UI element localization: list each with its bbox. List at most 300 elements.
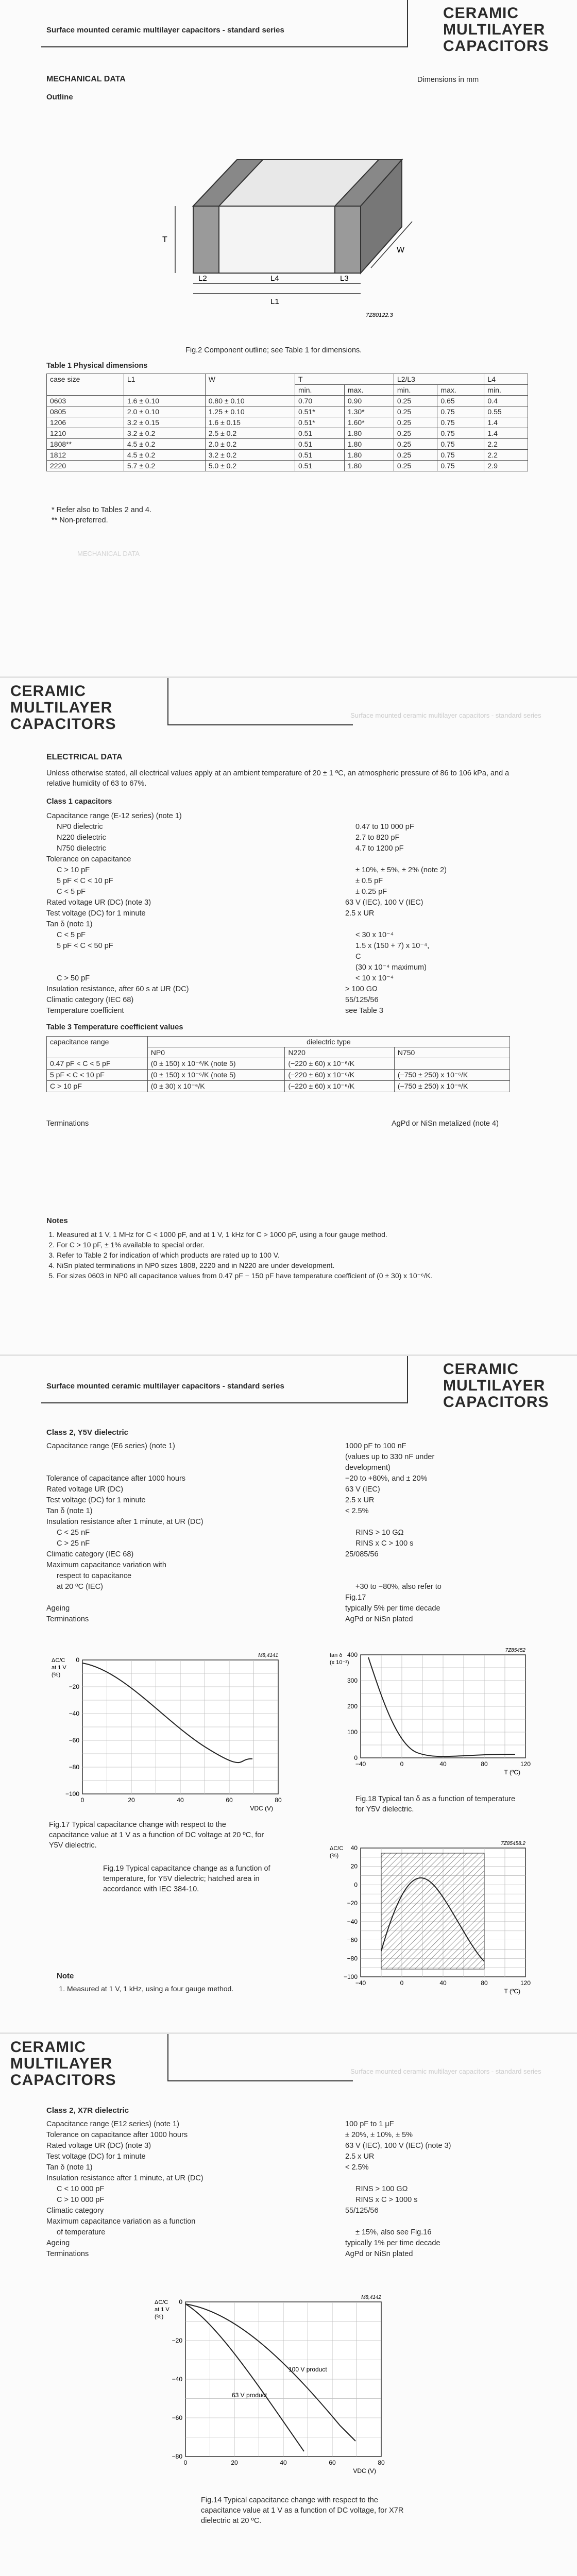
table-cell: 0.25 <box>394 450 437 461</box>
note-item: 3. Refer to Table 2 for indication of which products are rated up to 100 V. <box>57 1250 541 1260</box>
col-t: T <box>295 374 394 385</box>
property-row <box>46 1484 562 1495</box>
table-cell: 4.5 ± 0.2 <box>124 450 205 461</box>
fig14-caption: Fig.14 Typical capacitance change with respect to the capacitance value at 1 V as a function of DC voltage, for X7R dielectric at 20 ºC. <box>201 2496 404 2525</box>
property-label: Tolerance on capacitance <box>46 855 131 863</box>
x-axis-label: VDC (V) <box>353 2467 376 2475</box>
table-row <box>47 1081 510 1092</box>
fig17-caption: Fig.17 Typical capacitance change with respect to the capacitance value at 1 V as a function of DC voltage at 20 ºC, for Y5V dielectric. <box>49 1821 264 1850</box>
x-tick-label: 0 <box>80 1797 84 1804</box>
property-value: 63 V (IEC), 100 V (IEC) <box>345 899 423 907</box>
property-label: respect to capacitance <box>57 1572 132 1580</box>
brand-title: CERAMIC MULTILAYER CAPACITORS <box>443 1361 549 1411</box>
property-row <box>46 1592 562 1603</box>
property-value: 25/085/56 <box>345 1550 379 1558</box>
table-cell: 1.25 ± 0.10 <box>205 406 295 417</box>
dim-l1-label: L1 <box>270 297 279 306</box>
property-label: Capacitance range (E-12 series) (note 1) <box>46 812 182 820</box>
property-value: ± 20%, ± 10%, ± 5% <box>345 2131 413 2139</box>
x-tick-label: 60 <box>329 2459 336 2466</box>
header-rule <box>41 1402 408 1403</box>
table-cell: 1.6 ± 0.15 <box>205 417 295 428</box>
notes-title: Note <box>57 1972 74 1980</box>
figure-code: 7Z85458.2 <box>501 1841 525 1846</box>
y-tick-label: −20 <box>172 2337 182 2344</box>
x-axis-label: VDC (V) <box>250 1805 273 1812</box>
property-value: C <box>355 953 361 961</box>
property-value: AgPd or NiSn plated <box>345 2250 413 2258</box>
property-label: Rated voltage UR (DC) (note 3) <box>46 2142 151 2150</box>
table-cell: 2.5 ± 0.2 <box>205 428 295 439</box>
table-row <box>47 417 528 428</box>
property-row <box>46 1006 536 1016</box>
table-cell: 1.4 <box>484 428 528 439</box>
note-item: 2. For C > 10 pF, ± 1% available to special order. <box>57 1240 541 1250</box>
table-cell: 0.80 ± 0.10 <box>205 396 295 406</box>
table-cell: 0.51 <box>295 450 344 461</box>
brand-title: CERAMIC MULTILAYER CAPACITORS <box>10 683 116 733</box>
property-label: 5 pF < C < 10 pF <box>57 877 113 885</box>
subsection-title: Outline <box>46 93 73 101</box>
property-value: (values up to 330 nF under <box>345 1453 435 1461</box>
x-tick-label: 40 <box>439 1979 447 1987</box>
property-label: of temperature <box>57 2228 106 2236</box>
property-value: < 2.5% <box>345 2163 369 2172</box>
notes-title: Notes <box>46 1216 68 1225</box>
table-cell: 0.25 <box>394 406 437 417</box>
property-label: Climatic category (IEC 68) <box>46 1550 134 1558</box>
property-label: Tan δ (note 1) <box>46 2163 93 2172</box>
property-row <box>46 2184 562 2195</box>
x-tick-label: 80 <box>481 1760 488 1768</box>
note-item: 1. Measured at 1 V, 1 MHz for C < 1000 pF, and at 1 V, 1 kHz for C > 1000 pF, using a four gauge method. <box>57 1229 541 1240</box>
temperature-coefficient-table: capacitance range dielectric type NP0 N220 N750 0.47 pF < C < 5 pF (0 ± 150) x 10⁻⁶/K (note 5) (−220 ± 60) x 10⁻⁶/K 5 pF < C < 10 pF (0 ± 150) x 10⁻⁶/K (note 5) (−220 ± 60) x 10⁻⁶/K (−750 ± 250) x 10⁻⁶/K C > 10 pF (0 ± 30) x 10⁻⁶/K (−220 ± 60) x 10⁻⁶/K (−750 ± 250) x 10⁻⁶/K <box>46 1036 510 1092</box>
property-row <box>46 995 536 1006</box>
property-row <box>46 2206 562 2216</box>
table-cell: 0.75 <box>437 428 484 439</box>
x-tick-label: 40 <box>439 1760 447 1768</box>
property-label: C < 5 pF <box>57 888 86 896</box>
property-label: Capacitance range (E12 series) (note 1) <box>46 2120 179 2128</box>
property-row <box>46 1441 562 1452</box>
property-value <box>345 1517 562 1528</box>
iec-tolerance-area <box>381 1853 484 1969</box>
property-value: 63 V (IEC) <box>345 1485 380 1494</box>
x-tick-label: −40 <box>355 1760 366 1768</box>
property-label <box>46 962 355 973</box>
header-divider <box>167 678 168 724</box>
table-cell: (−750 ± 250) x 10⁻⁶/K <box>394 1081 510 1092</box>
table-cell: 1.80 <box>344 439 394 450</box>
property-value <box>345 2173 562 2184</box>
property-label: C < 5 pF <box>57 931 86 939</box>
property-value: > 100 GΩ <box>345 985 378 993</box>
page-1 <box>0 0 577 678</box>
fig19-caption: Fig.19 Typical capacitance change as a function of temperature, for Y5V dielectric; hatched area in accordance with IEC 384-10. <box>103 1865 270 1893</box>
property-row <box>46 887 536 897</box>
property-label: Temperature coefficient <box>46 1007 124 1015</box>
property-label: Tolerance on capacitance after 1000 hours <box>46 2131 188 2139</box>
property-row <box>46 865 536 876</box>
property-label: Climatic category (IEC 68) <box>46 996 134 1004</box>
property-value <box>345 2216 562 2227</box>
y-tick-label: −20 <box>69 1683 79 1690</box>
property-value: ± 0.25 pF <box>355 888 387 896</box>
table-cell: 4.5 ± 0.2 <box>124 439 205 450</box>
property-value: AgPd or NiSn plated <box>345 1615 413 1623</box>
table-cell: 0805 <box>47 406 124 417</box>
x-tick-label: −40 <box>355 1979 366 1987</box>
table-cell: 0.25 <box>394 396 437 406</box>
dim-l2-label: L2 <box>198 274 207 283</box>
note-item: 4. NiSn plated terminations in NP0 sizes 1808, 2220 and in N220 are under development. <box>57 1260 541 1270</box>
section-title: Class 2, X7R dielectric <box>46 2106 129 2115</box>
figure-code: M8,4142 <box>361 2295 381 2300</box>
y-axis-label: at 1 V <box>52 1665 66 1671</box>
property-label: C > 50 pF <box>57 974 90 982</box>
y-tick-label: −80 <box>172 2453 182 2460</box>
property-value: 2.5 x UR <box>345 909 375 918</box>
table-cell: 2.2 <box>484 450 528 461</box>
table-cell: 0.51 <box>295 461 344 471</box>
y-tick-label: 40 <box>350 1844 358 1852</box>
table-cell: 2.0 ± 0.10 <box>124 406 205 417</box>
property-label: C < 10 000 pF <box>57 2185 105 2193</box>
property-row <box>46 919 536 930</box>
fig18-caption: Fig.18 Typical tan δ as a function of temperature for Y5V dielectric. <box>355 1795 516 1814</box>
physical-dimensions-table: case size L1 W T L2/L3 L4 min. max. min. max. min. 0603 1.6 ± 0.10 0.80 ± 0.10 0.70 0.90 0.25 0.65 0.4 0805 2.0 ± 0.10 1.25 ± 0.10 0.51* 1.30* 0.25 0.75 0.55 1206 3.2 ± 0.15 1.6 ± 0.15 0.51* 1.60* 0.25 0.75 1.4 1210 3.2 ± 0.2 2.5 ± 0.2 0.51 1.80 0.25 0.75 1.4 1808** 4.5 ± 0.2 2.0 ± 0.2 0.51 1.80 0.25 0.75 2.2 1812 4.5 ± 0.2 3.2 ± 0.2 0.51 1.80 0.25 0.75 2.2 2220 5.7 ± 0.2 5.0 ± 0.2 0.51 1.80 0.25 0.75 2.9 <box>46 374 528 471</box>
property-label: Rated voltage UR (DC) (note 3) <box>46 899 151 907</box>
property-row <box>46 2173 562 2184</box>
y-axis-label: ΔC/C <box>52 1657 65 1664</box>
table-cell: 0.4 <box>484 396 528 406</box>
property-label: Insulation resistance, after 60 s at UR (DC) <box>46 985 189 993</box>
fig17-chart <box>46 1645 304 1820</box>
table-cell: 1808** <box>47 439 124 450</box>
property-row <box>46 1517 562 1528</box>
header-divider <box>407 0 408 46</box>
table-cell: 2220 <box>47 461 124 471</box>
property-row <box>46 2141 562 2151</box>
x-tick-label: 80 <box>275 1797 282 1804</box>
header-rule <box>167 724 353 725</box>
property-label: 5 pF < C < 50 pF <box>57 942 113 950</box>
table-title: Table 1 Physical dimensions <box>46 362 148 370</box>
y-tick-label: 300 <box>347 1677 358 1684</box>
table-cell: 1.6 ± 0.10 <box>124 396 205 406</box>
property-label: N750 dielectric <box>57 844 106 853</box>
y-tick-label: 200 <box>347 1703 358 1710</box>
figure-code: 7Z80122.3 <box>366 312 393 318</box>
property-row <box>46 1473 562 1484</box>
x-tick-label: 80 <box>481 1979 488 1987</box>
table-cell: 0.51* <box>295 406 344 417</box>
series-title: Surface mounted ceramic multilayer capacitors - standard series <box>46 26 284 35</box>
y-tick-label: −100 <box>343 1973 358 1980</box>
section-title: ELECTRICAL DATA <box>46 753 123 761</box>
notes-list <box>57 1984 366 1994</box>
col-l4: L4 <box>484 374 528 385</box>
y5v-properties <box>46 1441 562 1625</box>
table-cell: (−220 ± 60) x 10⁻⁶/K <box>285 1070 394 1081</box>
table-cell: 0.25 <box>394 428 437 439</box>
property-value: RINS > 10 GΩ <box>355 1529 404 1537</box>
property-value: RINS x C > 100 s <box>355 1539 414 1548</box>
property-row <box>46 1603 562 1614</box>
property-label: Ageing <box>46 1604 70 1613</box>
x-tick-label: 40 <box>280 2459 287 2466</box>
y-axis-label: at 1 V <box>155 2307 169 2313</box>
x-tick-label: 0 <box>400 1979 404 1987</box>
table-cell: 1.60* <box>344 417 394 428</box>
property-row <box>46 984 536 995</box>
dim-w-label: W <box>397 246 405 255</box>
property-label <box>46 1592 345 1603</box>
table-cell: (0 ± 30) x 10⁻⁶/K <box>147 1081 285 1092</box>
fig19-chart <box>325 1838 551 1997</box>
y-axis-label: ΔC/C <box>155 2299 168 2306</box>
y-tick-label: 0 <box>76 1656 79 1664</box>
property-label: Insulation resistance after 1 minute, at UR (DC) <box>46 2174 203 2182</box>
property-row <box>46 2162 562 2173</box>
property-row <box>46 2216 562 2227</box>
series-title-ghost: Surface mounted ceramic multilayer capacitors - standard series <box>350 711 541 719</box>
property-row <box>46 2195 562 2206</box>
table3-title: Table 3 Temperature coefficient values <box>46 1023 183 1031</box>
property-value <box>355 1571 562 1582</box>
property-label: Test voltage (DC) for 1 minute <box>46 1496 146 1504</box>
table-cell: 0.25 <box>394 439 437 450</box>
property-value: < 30 x 10⁻⁴ <box>355 931 394 939</box>
property-value <box>345 854 536 865</box>
col-capacitance-range: capacitance range <box>47 1037 148 1058</box>
note-item: 5. For sizes 0603 in NP0 all capacitance values from 0.47 pF − 150 pF have temperature coefficient of (0 ± 30) x 10⁻⁶/K. <box>57 1270 541 1281</box>
y-tick-label: −60 <box>347 1936 358 1944</box>
terminations-value: AgPd or NiSn metalized (note 4) <box>392 1120 499 1128</box>
y-tick-label: 100 <box>347 1728 358 1736</box>
x-tick-label: 80 <box>378 2459 385 2466</box>
table-cell: 2.2 <box>484 439 528 450</box>
property-row <box>46 930 536 941</box>
table-cell <box>394 1058 510 1070</box>
table-cell: 5 pF < C < 10 pF <box>47 1070 148 1081</box>
page-3 <box>0 1356 577 2034</box>
header-rule <box>167 2080 353 2081</box>
property-row <box>46 897 536 908</box>
property-row <box>46 973 536 984</box>
header-divider <box>407 1356 408 1402</box>
property-value <box>345 1560 562 1571</box>
table-cell: (−220 ± 60) x 10⁻⁶/K <box>285 1058 394 1070</box>
table-cell: 1.80 <box>344 461 394 471</box>
table-row <box>47 461 528 471</box>
property-label: C > 10 000 pF <box>57 2196 105 2204</box>
property-row <box>46 854 536 865</box>
y-axis-label: (x 10⁻³) <box>330 1659 349 1666</box>
col-dielectric-type: dielectric type <box>147 1037 510 1047</box>
property-row <box>46 2130 562 2141</box>
brand-title: CERAMIC MULTILAYER CAPACITORS <box>10 2039 116 2089</box>
property-label: C > 25 nF <box>57 1539 90 1548</box>
property-value: typically 1% per time decade <box>345 2239 440 2247</box>
property-value: +30 to −80%, also refer to <box>355 1583 442 1591</box>
bleed-through-text: MECHANICAL DATA <box>77 550 140 557</box>
property-row <box>46 2151 562 2162</box>
property-row <box>46 1538 562 1549</box>
table-cell: 0.47 pF < C < 5 pF <box>47 1058 148 1070</box>
property-value: 55/125/56 <box>345 2207 379 2215</box>
col-case-size: case size <box>47 374 124 396</box>
property-row <box>46 941 536 952</box>
table-cell: 5.7 ± 0.2 <box>124 461 205 471</box>
property-row <box>46 1549 562 1560</box>
property-label: Test voltage (DC) for 1 minute <box>46 909 146 918</box>
property-label: N220 dielectric <box>57 834 106 842</box>
table-cell: 1812 <box>47 450 124 461</box>
table-cell: 1210 <box>47 428 124 439</box>
y-tick-label: −100 <box>65 1790 79 1798</box>
table-cell: 1.4 <box>484 417 528 428</box>
table-row <box>47 1058 510 1070</box>
table-cell: 0.75 <box>437 406 484 417</box>
dim-l3-label: L3 <box>340 274 349 283</box>
property-row <box>46 843 536 854</box>
table-row <box>47 1070 510 1081</box>
series-100v-label: 100 V product <box>288 2366 327 2373</box>
x-tick-label: 120 <box>520 1760 531 1768</box>
property-label: Terminations <box>46 2250 89 2258</box>
terminations-label: Terminations <box>46 1120 89 1128</box>
y-axis-label: ΔC/C <box>330 1845 344 1852</box>
property-value: 1000 pF to 100 nF <box>345 1442 406 1450</box>
property-row <box>46 952 536 962</box>
table-cell: 1.80 <box>344 450 394 461</box>
table-cell: 0.70 <box>295 396 344 406</box>
property-label <box>46 1452 345 1463</box>
property-row <box>46 1614 562 1625</box>
table-cell: (0 ± 150) x 10⁻⁶/K (note 5) <box>147 1058 285 1070</box>
footnote-2: ** Non-preferred. <box>52 516 108 524</box>
note-item: 1. Measured at 1 V, 1 kHz, using a four gauge method. <box>67 1984 366 1994</box>
table-cell: C > 10 pF <box>47 1081 148 1092</box>
notes-list <box>46 1229 541 1281</box>
table-row <box>47 439 528 450</box>
property-row <box>46 962 536 973</box>
property-value: RINS > 100 GΩ <box>355 2185 408 2193</box>
table-cell: 0.75 <box>437 439 484 450</box>
y-axis-label: (%) <box>155 2314 164 2320</box>
property-value: ± 10%, ± 5%, ± 2% (note 2) <box>355 866 447 874</box>
property-label: Tolerance of capacitance after 1000 hours <box>46 1475 186 1483</box>
fig18-chart <box>325 1645 551 1794</box>
property-label: NP0 dielectric <box>57 823 103 831</box>
property-value: 55/125/56 <box>345 996 379 1004</box>
x7r-properties <box>46 2119 562 2260</box>
table-row <box>47 428 528 439</box>
property-row <box>46 822 536 833</box>
property-value: < 2.5% <box>345 1507 369 1515</box>
header-divider <box>167 2034 168 2080</box>
property-value: −20 to +80%, and ± 20% <box>345 1475 428 1483</box>
property-row <box>46 1452 562 1463</box>
y-tick-label: −80 <box>69 1764 79 1771</box>
figure-code: 7Z85452 <box>505 1648 525 1653</box>
table-cell: 0.75 <box>437 450 484 461</box>
page-2 <box>0 678 577 1356</box>
property-row <box>46 1463 562 1473</box>
table-cell: 1.80 <box>344 428 394 439</box>
y-tick-label: −80 <box>347 1955 358 1962</box>
figure-caption: Fig.2 Component outline; see Table 1 for dimensions. <box>185 346 362 354</box>
property-value: 4.7 to 1200 pF <box>355 844 404 853</box>
series-63v-label: 63 V product <box>232 2392 267 2399</box>
property-value: RINS x C > 1000 s <box>355 2196 418 2204</box>
x-axis-label: T (ºC) <box>504 1769 520 1776</box>
property-value: Fig.17 <box>345 1594 366 1602</box>
component-outline-figure <box>144 129 433 345</box>
table-cell: 0.65 <box>437 396 484 406</box>
table-cell: 0.51* <box>295 417 344 428</box>
property-label: Tan δ (note 1) <box>46 920 93 928</box>
table-cell: 0603 <box>47 396 124 406</box>
table-cell: 0.51 <box>295 439 344 450</box>
property-value: 100 pF to 1 µF <box>345 2120 394 2128</box>
table-cell: 3.2 ± 0.2 <box>124 428 205 439</box>
series-title-ghost: Surface mounted ceramic multilayer capacitors - standard series <box>350 2067 541 2075</box>
y-tick-label: −60 <box>172 2414 182 2421</box>
x-tick-label: 20 <box>128 1797 135 1804</box>
table-row <box>47 450 528 461</box>
y-tick-label: −20 <box>347 1900 358 1907</box>
y-axis-label: tan δ <box>330 1652 343 1658</box>
property-label: Climatic category <box>46 2207 104 2215</box>
table-row <box>47 396 528 406</box>
property-label <box>46 952 355 962</box>
property-value: < 10 x 10⁻⁴ <box>355 974 394 982</box>
table-cell: 0.25 <box>394 461 437 471</box>
property-label: C > 10 pF <box>57 866 90 874</box>
property-label: Maximum capacitance variation with <box>46 1561 166 1569</box>
table-cell: 0.75 <box>437 417 484 428</box>
property-label: Terminations <box>46 1615 89 1623</box>
y-tick-label: 400 <box>347 1651 358 1658</box>
property-label: Tan δ (note 1) <box>46 1507 93 1515</box>
property-row <box>46 2249 562 2260</box>
table-cell: (0 ± 150) x 10⁻⁶/K (note 5) <box>147 1070 285 1081</box>
property-row <box>46 811 536 822</box>
property-value: 1.5 x (150 + 7) x 10⁻⁴, <box>355 942 430 950</box>
property-value: 0.47 to 10 000 pF <box>355 823 414 831</box>
table-cell: 2.0 ± 0.2 <box>205 439 295 450</box>
figure-code: M8,4141 <box>258 1653 278 1658</box>
col-l1: L1 <box>124 374 205 396</box>
x-tick-label: 60 <box>226 1797 233 1804</box>
property-row <box>46 1582 562 1592</box>
x-tick-label: 120 <box>520 1979 531 1987</box>
section-title: MECHANICAL DATA <box>46 75 126 83</box>
y-tick-label: −40 <box>347 1918 358 1925</box>
table-cell: 3.2 ± 0.15 <box>124 417 205 428</box>
class1-title: Class 1 capacitors <box>46 798 112 806</box>
property-row <box>46 876 536 887</box>
property-value <box>345 811 536 822</box>
table-cell: 5.0 ± 0.2 <box>205 461 295 471</box>
page-4 <box>0 2034 577 2576</box>
fig14-chart <box>144 2286 433 2493</box>
property-value: development) <box>345 1464 391 1472</box>
property-value: ± 0.5 pF <box>355 877 383 885</box>
property-row <box>46 1528 562 1538</box>
